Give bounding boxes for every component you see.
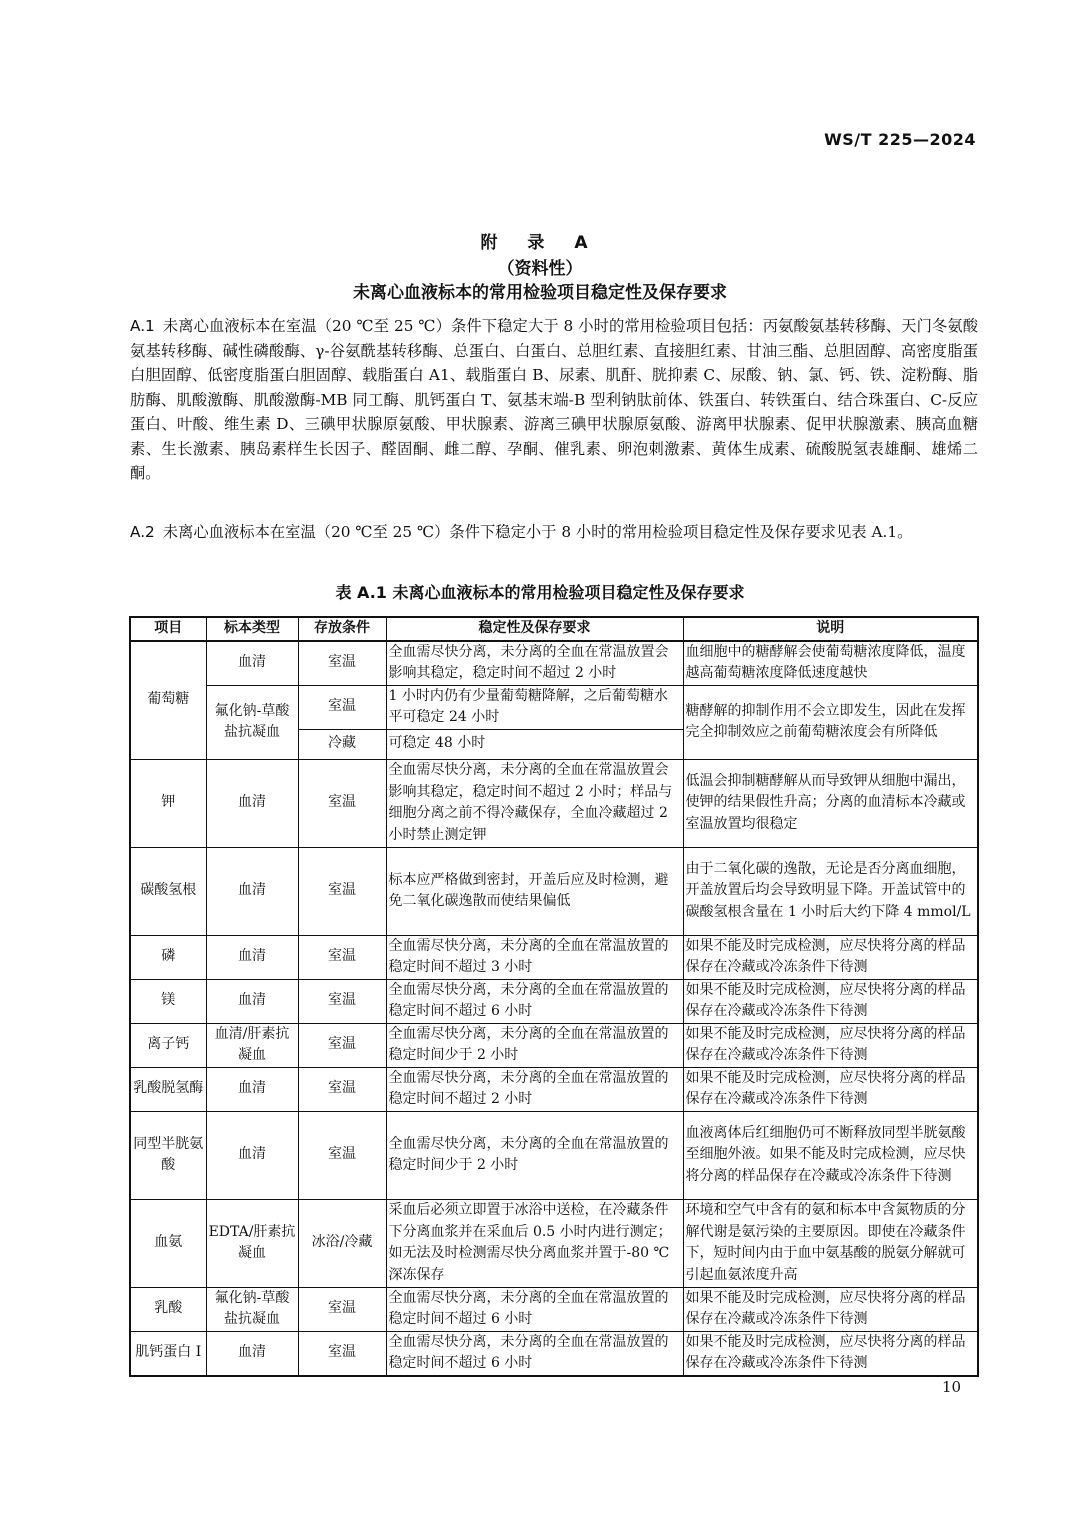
storage-cell: 室温 — [298, 1067, 386, 1111]
table-row — [130, 847, 978, 935]
storage-cell: 室温 — [298, 1331, 386, 1376]
stability-cell: 可稳定 48 小时 — [386, 729, 683, 759]
item-cell: 血氨 — [130, 1199, 206, 1287]
sample-cell: 血清 — [206, 1067, 298, 1111]
note-cell: 血细胞中的糖酵解会使葡萄糖浓度降低，温度越高葡萄糖浓度降低速度越快 — [683, 641, 978, 686]
column-header: 说明 — [683, 617, 978, 641]
storage-cell: 冷藏 — [298, 729, 386, 759]
column-header: 项目 — [130, 617, 206, 641]
stability-cell: 全血需尽快分离，未分离的全血在常温放置会影响其稳定，稳定时间不超过 2 小时 — [386, 641, 683, 686]
note-cell: 如果不能及时完成检测，应尽快将分离的样品保存在冷藏或冷冻条件下待测 — [683, 1023, 978, 1067]
stability-cell: 1 小时内仍有少量葡萄糖降解，之后葡萄糖水平可稳定 24 小时 — [386, 685, 683, 729]
annex-nature: （资料性） — [497, 259, 583, 279]
table-header-row — [130, 617, 978, 641]
paragraph-text: 未离心血液标本在室温（20 ℃至 25 ℃）条件下稳定小于 8 小时的常用检验项目稳定性及保存要求见表 A.1。 — [162, 523, 913, 541]
item-cell: 离子钙 — [130, 1023, 206, 1067]
sample-cell: 血清 — [206, 979, 298, 1023]
table-row — [130, 1023, 978, 1067]
stability-cell: 全血需尽快分离，未分离的全血在常温放置的稳定时间少于 2 小时 — [386, 1023, 683, 1067]
storage-cell: 室温 — [298, 1111, 386, 1199]
storage-cell: 室温 — [298, 935, 386, 979]
column-header: 存放条件 — [298, 617, 386, 641]
annex-title: 附 录 A — [480, 233, 600, 253]
sample-cell: 血清 — [206, 935, 298, 979]
note-cell: 如果不能及时完成检测，应尽快将分离的样品保存在冷藏或冷冻条件下待测 — [683, 1331, 978, 1376]
item-cell: 镁 — [130, 979, 206, 1023]
column-header: 标本类型 — [206, 617, 298, 641]
stability-cell: 全血需尽快分离，未分离的全血在常温放置的稳定时间不超过 6 小时 — [386, 1287, 683, 1331]
sample-cell: 血清 — [206, 1331, 298, 1376]
stability-cell: 全血需尽快分离，未分离的全血在常温放置的稳定时间少于 2 小时 — [386, 1111, 683, 1199]
item-cell: 碳酸氢根 — [130, 847, 206, 935]
column-header: 稳定性及保存要求 — [386, 617, 683, 641]
storage-cell: 室温 — [298, 1023, 386, 1067]
sample-cell: 血清 — [206, 759, 298, 847]
item-cell: 葡萄糖 — [130, 641, 206, 760]
paragraph-text: 未离心血液标本在室温（20 ℃至 25 ℃）条件下稳定大于 8 小时的常用检验项目包括：丙氨酸氨基转移酶、天门冬氨酸氨基转移酶、碱性磷酸酶、γ-谷氨酰基转移酶、总蛋白、白蛋白、总胆红素、直接胆红素、甘油三酯、总胆固醇、高密度脂蛋白胆固醇、低密度脂蛋白胆固醇、载脂蛋白 A1、载脂蛋白 B、尿素、肌酐、胱抑素 C、尿酸、钠、氯、钙、铁、淀粉酶、脂肪酶、肌酸激酶、肌酸激酶-MB 同工酶、肌钙蛋白 T、氨基末端-B 型利钠肽前体、铁蛋白、转铁蛋白、结合珠蛋白、C-反应蛋白、叶酸、维生素 D、三碘甲状腺原氨酸、甲状腺素、游离三碘甲状腺原氨酸、游离甲状腺素、促甲状腺激素、胰高血糖素、生长激素、胰岛素样生长因子、醛固酮、雌二醇、孕酮、催乳素、卵泡刺激素、黄体生成素、硫酸脱氢表雄酮、雄烯二酮。 — [130, 317, 978, 482]
table-row — [130, 1331, 978, 1376]
note-cell: 由于二氧化碳的逸散，无论是否分离血细胞，开盖放置后均会导致明显下降。开盖试管中的碳酸氢根含量在 1 小时后大约下降 4 mmol/L — [683, 847, 978, 935]
table-row — [130, 1067, 978, 1111]
table-row — [130, 1111, 978, 1199]
stability-cell: 全血需尽快分离，未分离的全血在常温放置的稳定时间不超过 3 小时 — [386, 935, 683, 979]
sample-cell: 血清/肝素抗凝血 — [206, 1023, 298, 1067]
item-cell: 磷 — [130, 935, 206, 979]
stability-cell: 全血需尽快分离，未分离的全血在常温放置的稳定时间不超过 6 小时 — [386, 1331, 683, 1376]
table-row — [130, 1287, 978, 1331]
storage-cell: 室温 — [298, 1287, 386, 1331]
sample-cell: 氟化钠-草酸盐抗凝血 — [206, 685, 298, 759]
paragraph-a2 — [130, 520, 978, 545]
note-cell: 糖酵解的抑制作用不会立即发生，因此在发挥完全抑制效应之前葡萄糖浓度会有所降低 — [683, 685, 978, 759]
sample-cell: 氟化钠-草酸盐抗凝血 — [206, 1287, 298, 1331]
note-cell: 如果不能及时完成检测，应尽快将分离的样品保存在冷藏或冷冻条件下待测 — [683, 1287, 978, 1331]
storage-cell: 室温 — [298, 685, 386, 729]
table-row — [130, 1199, 978, 1287]
storage-cell: 室温 — [298, 759, 386, 847]
table-title: 表 A.1 未离心血液标本的常用检验项目稳定性及保存要求 — [335, 583, 745, 602]
note-cell: 如果不能及时完成检测，应尽快将分离的样品保存在冷藏或冷冻条件下待测 — [683, 935, 978, 979]
storage-cell: 室温 — [298, 847, 386, 935]
note-cell: 如果不能及时完成检测，应尽快将分离的样品保存在冷藏或冷冻条件下待测 — [683, 979, 978, 1023]
stability-cell: 标本应严格做到密封，开盖后应及时检测，避免二氧化碳逸散而使结果偏低 — [386, 847, 683, 935]
note-cell: 环境和空气中含有的氨和标本中含氮物质的分解代谢是氨污染的主要原因。即使在冷藏条件下，短时间内由于血中氨基酸的脱氨分解就可引起血氨浓度升高 — [683, 1199, 978, 1287]
stability-cell: 采血后必须立即置于冰浴中送检，在冷藏条件下分离血浆并在采血后 0.5 小时内进行测定；如无法及时检测需尽快分离血浆并置于-80 ℃深冻保存 — [386, 1199, 683, 1287]
stability-table — [129, 616, 979, 1377]
note-cell: 低温会抑制糖酵解从而导致钾从细胞中漏出，使钾的结果假性升高；分离的血清标本冷藏或室温放置均很稳定 — [683, 759, 978, 847]
stability-cell: 全血需尽快分离，未分离的全血在常温放置的稳定时间不超过 6 小时 — [386, 979, 683, 1023]
sample-cell: 血清 — [206, 1111, 298, 1199]
paragraph-number: A.1 — [130, 317, 155, 335]
stability-cell: 全血需尽快分离，未分离的全血在常温放置会影响其稳定，稳定时间不超过 2 小时；样品与细胞分离之前不得冷藏保存，全血冷藏超过 2 小时禁止测定钾 — [386, 759, 683, 847]
sample-cell: 血清 — [206, 847, 298, 935]
paragraph-number: A.2 — [130, 523, 155, 541]
standard-code: WS/T 225—2024 — [824, 130, 976, 149]
item-cell: 乳酸 — [130, 1287, 206, 1331]
paragraph-a1 — [130, 314, 978, 486]
table-row — [130, 641, 978, 686]
annex-name: 未离心血液标本的常用检验项目稳定性及保存要求 — [353, 283, 727, 303]
storage-cell: 室温 — [298, 979, 386, 1023]
page-number: 10 — [942, 1378, 962, 1396]
table-row — [130, 935, 978, 979]
item-cell: 钾 — [130, 759, 206, 847]
item-cell: 同型半胱氨酸 — [130, 1111, 206, 1199]
item-cell: 乳酸脱氢酶 — [130, 1067, 206, 1111]
item-cell: 肌钙蛋白 I — [130, 1331, 206, 1376]
sample-cell: 血清 — [206, 641, 298, 686]
sample-cell: EDTA/肝素抗凝血 — [206, 1199, 298, 1287]
table-row — [130, 759, 978, 847]
storage-cell: 冰浴/冷藏 — [298, 1199, 386, 1287]
table-row — [130, 685, 978, 729]
storage-cell: 室温 — [298, 641, 386, 686]
note-cell: 如果不能及时完成检测，应尽快将分离的样品保存在冷藏或冷冻条件下待测 — [683, 1067, 978, 1111]
stability-cell: 全血需尽快分离，未分离的全血在常温放置的稳定时间不超过 2 小时 — [386, 1067, 683, 1111]
note-cell: 血液离体后红细胞仍可不断释放同型半胱氨酸至细胞外液。如果不能及时完成检测，应尽快将分离的样品保存在冷藏或冷冻条件下待测 — [683, 1111, 978, 1199]
table-row — [130, 979, 978, 1023]
